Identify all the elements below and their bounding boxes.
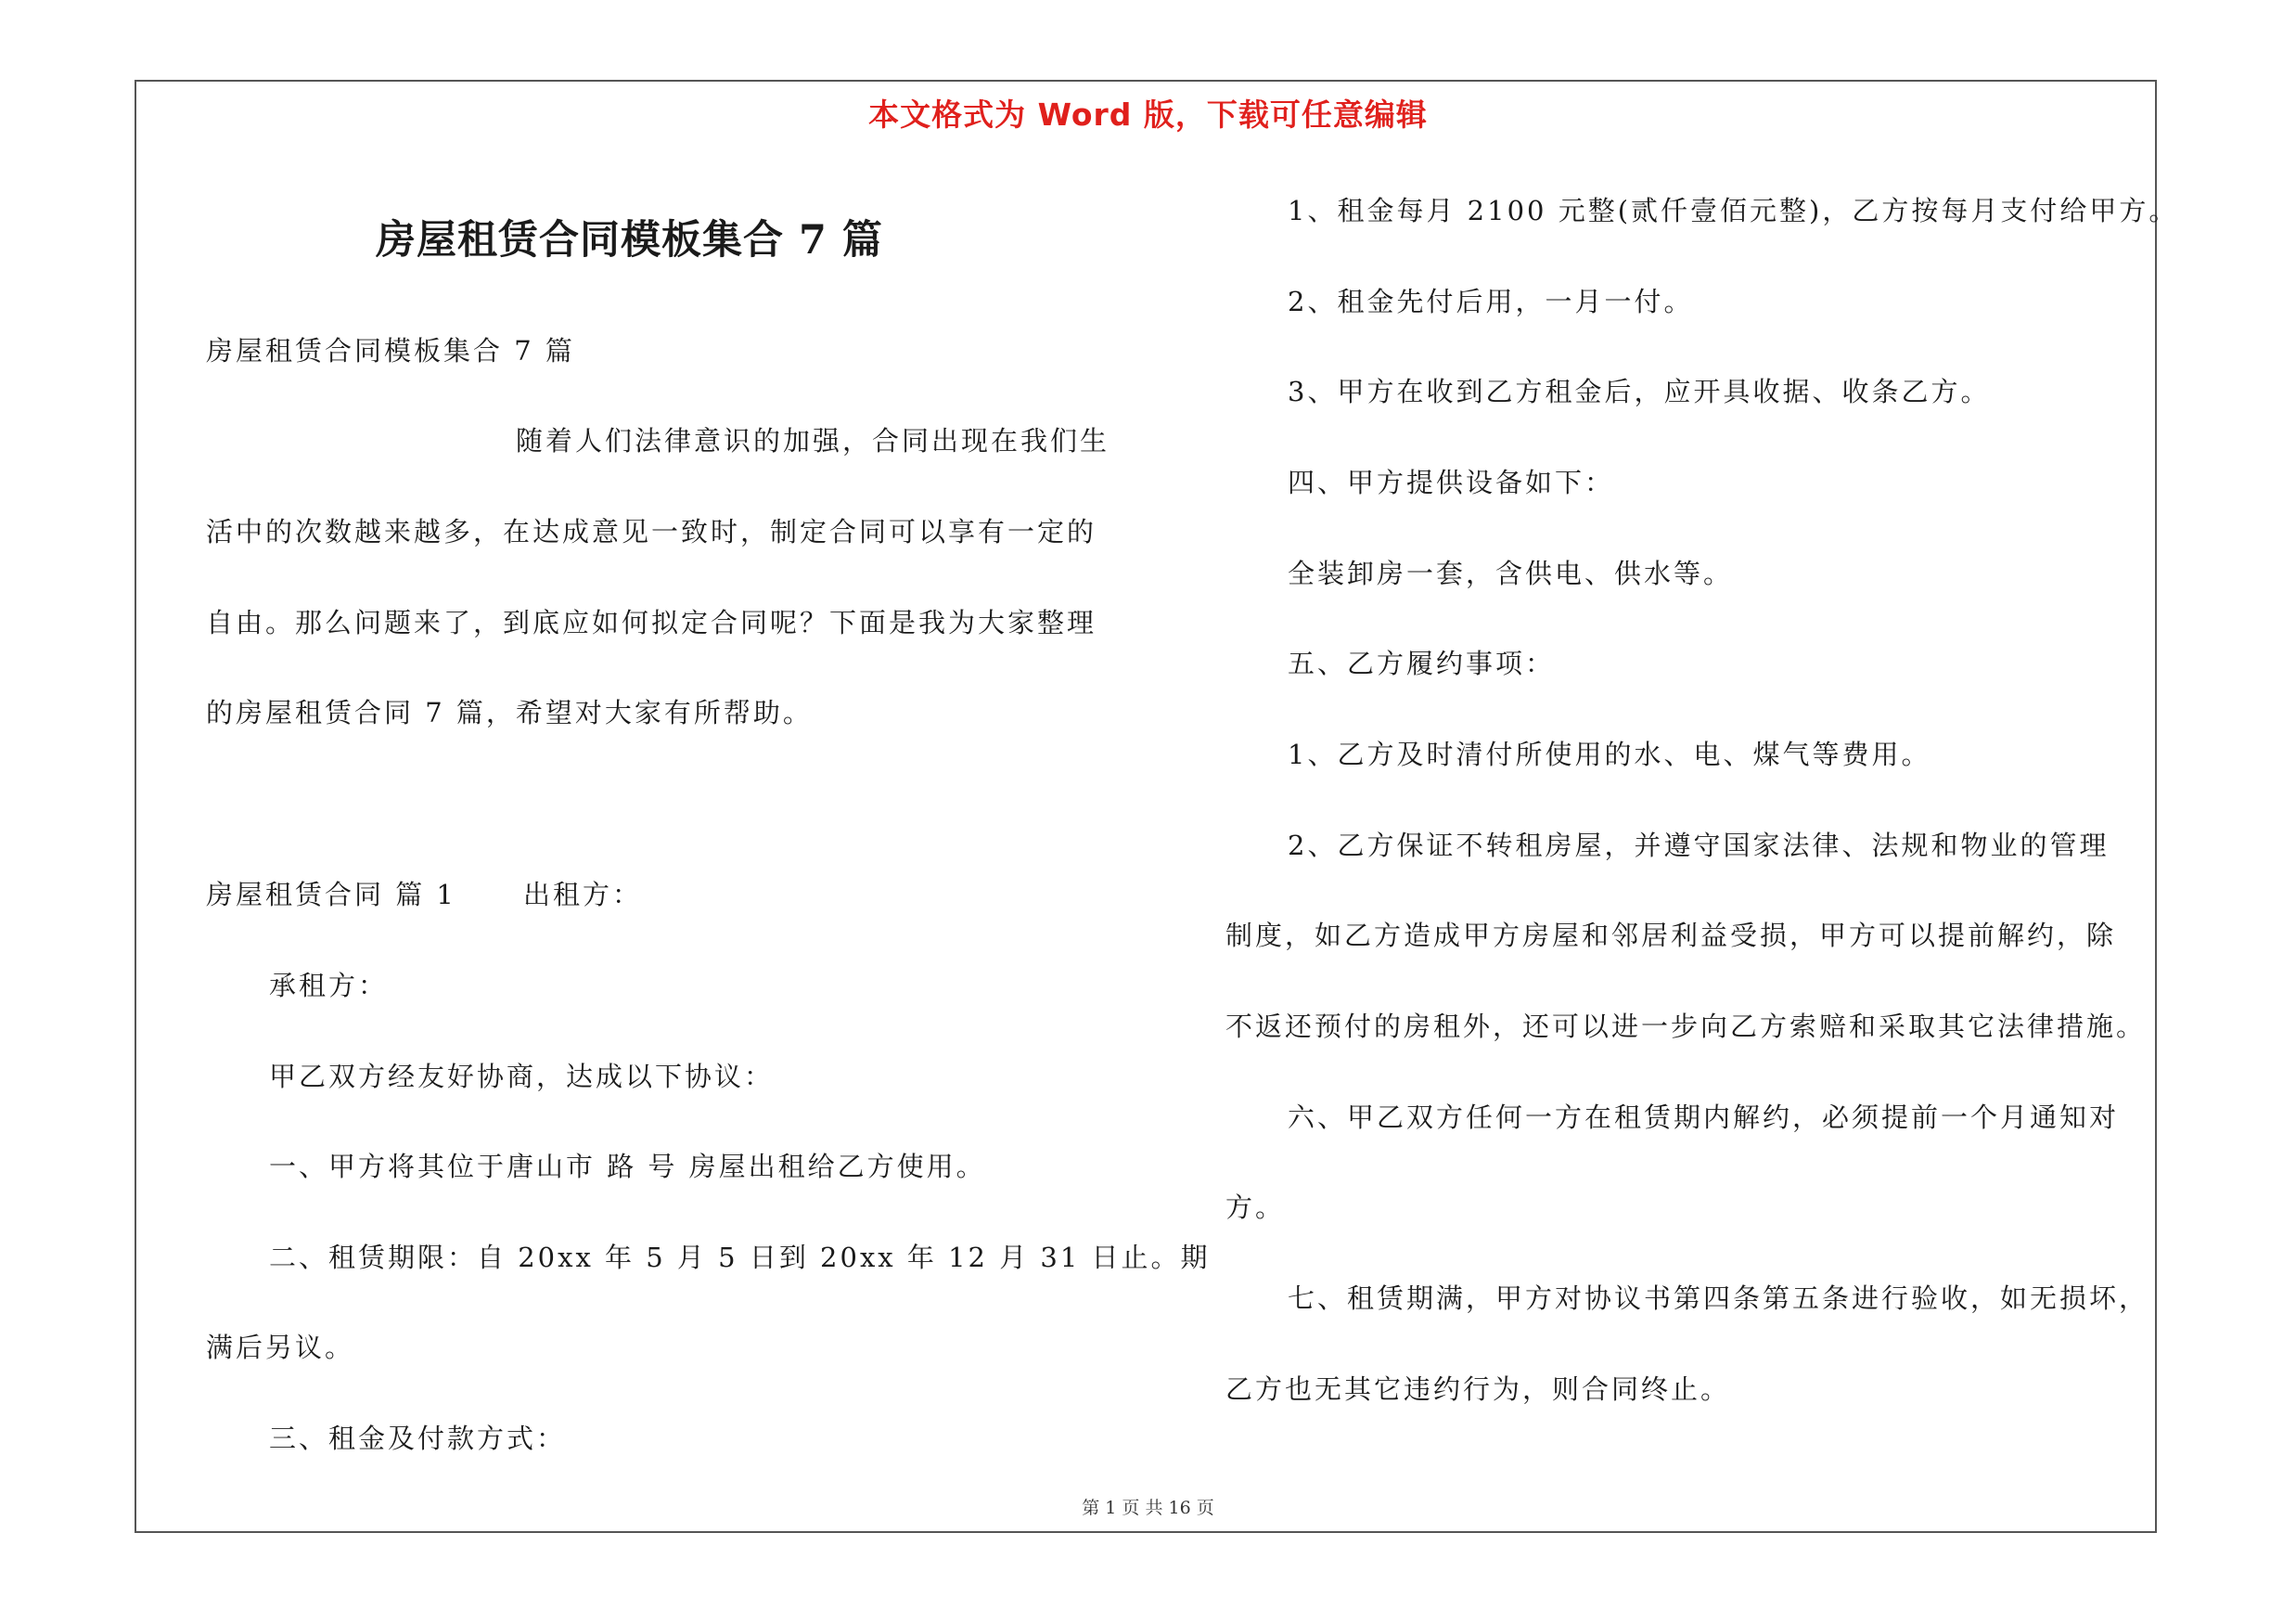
intro-line-1: 随着人们法律意识的加强，合同出现在我们生	[516, 425, 1110, 457]
clause-7-line-2: 乙方也无其它违约行为，则合同终止。	[1225, 1373, 1731, 1405]
clause-2-line-2: 满后另议。	[206, 1332, 355, 1363]
rent-item-2: 2、租金先付后用，一月一付。	[1288, 286, 1694, 317]
word-format-banner: 本文格式为 Word 版，下载可任意编辑	[868, 97, 1428, 133]
obligation-1: 1、乙方及时清付所使用的水、电、煤气等费用。	[1288, 739, 1931, 770]
agreement-intro: 甲乙双方经友好协商，达成以下协议：	[269, 1061, 775, 1092]
page-number-footer: 第 1 页 共 16 页	[1082, 1498, 1214, 1518]
obligation-2-line-3: 不返还预付的房租外，还可以进一步向乙方索赔和采取其它法律措施。	[1225, 1011, 2147, 1042]
lessee-label: 承租方：	[269, 970, 389, 1001]
clause-5-heading: 五、乙方履约事项：	[1288, 648, 1556, 679]
intro-line-2: 活中的次数越来越多，在达成意见一致时，制定合同可以享有一定的	[206, 516, 1097, 547]
clause-3-heading: 三、租金及付款方式：	[269, 1423, 567, 1454]
obligation-2-line-1: 2、乙方保证不转租房屋，并遵守国家法律、法规和物业的管理	[1288, 830, 2110, 861]
clause-6-line-1: 六、甲乙双方任何一方在租赁期内解约，必须提前一个月通知对	[1288, 1101, 2120, 1133]
rent-item-1: 1、租金每月 2100 元整(贰仟壹佰元整)，乙方按每月支付给甲方。	[1288, 195, 2179, 226]
intro-line-3: 自由。那么问题来了，到底应如何拟定合同呢？下面是我为大家整理	[206, 607, 1097, 638]
clause-2-line-1: 二、租赁期限：自 20xx 年 5 月 5 日到 20xx 年 12 月 31 日止。期	[269, 1242, 1211, 1273]
obligation-2-line-2: 制度，如乙方造成甲方房屋和邻居利益受损，甲方可以提前解约，除	[1225, 920, 2117, 951]
document-title: 房屋租赁合同模板集合 7 篇	[376, 217, 883, 264]
left-subtitle: 房屋租赁合同模板集合 7 篇	[206, 335, 575, 367]
lessor-label: 出租方：	[523, 879, 643, 910]
contract-heading: 房屋租赁合同 篇 1	[206, 879, 456, 910]
clause-1: 一、甲方将其位于唐山市 路 号 房屋出租给乙方使用。	[269, 1151, 986, 1182]
rent-item-3: 3、甲方在收到乙方租金后，应开具收据、收条乙方。	[1288, 376, 1991, 407]
clause-7-line-1: 七、租赁期满，甲方对协议书第四条第五条进行验收，如无损坏，	[1288, 1282, 2149, 1314]
equipment-line: 全装卸房一套，含供电、供水等。	[1288, 558, 1734, 589]
clause-6-line-2: 方。	[1225, 1191, 1286, 1223]
intro-line-4: 的房屋租赁合同 7 篇，希望对大家有所帮助。	[206, 697, 813, 728]
clause-4-heading: 四、甲方提供设备如下：	[1288, 467, 1615, 498]
